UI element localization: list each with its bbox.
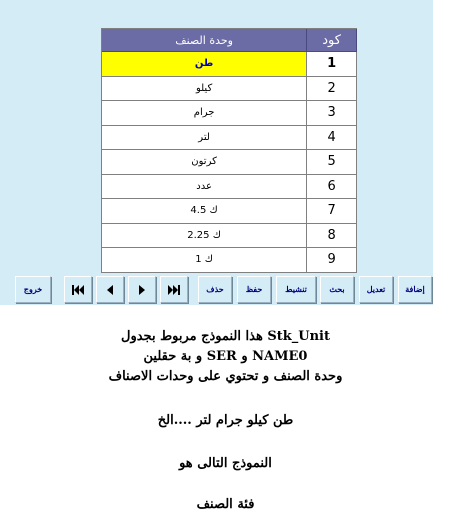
- unit-name-cell[interactable]: لتر: [102, 126, 307, 151]
- unit-name-cell[interactable]: 2.25 ك: [102, 224, 307, 249]
- add-button[interactable]: إضافة: [398, 276, 432, 303]
- last-record-icon: [167, 285, 181, 295]
- unit-code-cell[interactable]: 4: [307, 126, 357, 151]
- units-grid: [101, 28, 357, 273]
- table-row[interactable]: [102, 126, 357, 151]
- unit-code-cell[interactable]: 3: [307, 101, 357, 126]
- unit-name-cell[interactable]: طن: [102, 52, 307, 77]
- next-record-icon: [138, 285, 146, 295]
- first-record-icon: [71, 285, 85, 295]
- record-toolbar: [0, 272, 433, 302]
- table-row[interactable]: [102, 175, 357, 200]
- table-row[interactable]: [102, 199, 357, 224]
- unit-name-cell[interactable]: جرام: [102, 101, 307, 126]
- edit-button[interactable]: تعديل: [359, 276, 393, 303]
- table-row[interactable]: [102, 77, 357, 102]
- grid-header: [102, 29, 357, 52]
- unit-code-cell[interactable]: 1: [307, 52, 357, 77]
- previous-record-icon: [106, 285, 114, 295]
- unit-name-cell[interactable]: كرتون: [102, 150, 307, 175]
- unit-code-cell[interactable]: 7: [307, 199, 357, 224]
- unit-code-cell[interactable]: 5: [307, 150, 357, 175]
- description-line: هذا النموذج مربوط بجدول Stk_Unit: [121, 329, 330, 344]
- description-line: و بة حقلين SER و NAME0: [143, 349, 308, 364]
- description-line: النموذج التالى هو: [179, 456, 272, 471]
- unit-name-cell[interactable]: 1 ك: [102, 248, 307, 273]
- description-line: طن كيلو جرام لتر ....الخ: [157, 413, 294, 428]
- unit-code-cell[interactable]: 6: [307, 175, 357, 200]
- unit-name-cell[interactable]: 4.5 ك: [102, 199, 307, 224]
- save-button[interactable]: حفظ: [237, 276, 271, 303]
- exit-button[interactable]: خروج: [15, 276, 51, 303]
- table-row[interactable]: [102, 52, 357, 77]
- first-record-button[interactable]: [64, 276, 92, 303]
- table-row[interactable]: [102, 101, 357, 126]
- unit-name-cell[interactable]: كيلو: [102, 77, 307, 102]
- description-line: فئة الصنف: [196, 497, 255, 512]
- unit-code-cell[interactable]: 2: [307, 77, 357, 102]
- table-row[interactable]: [102, 150, 357, 175]
- table-row[interactable]: [102, 224, 357, 249]
- description-line: وحدة الصنف و تحتوي على وحدات الاصناف: [108, 369, 343, 384]
- refresh-button[interactable]: تنشيط: [276, 276, 316, 303]
- table-row[interactable]: [102, 248, 357, 273]
- column-header-unit-name[interactable]: وحدة الصنف: [102, 29, 307, 52]
- previous-record-button[interactable]: [96, 276, 124, 303]
- last-record-button[interactable]: [160, 276, 188, 303]
- unit-name-cell[interactable]: عدد: [102, 175, 307, 200]
- next-record-button[interactable]: [128, 276, 156, 303]
- column-header-code[interactable]: كود: [307, 29, 357, 52]
- unit-code-cell[interactable]: 8: [307, 224, 357, 249]
- unit-code-cell[interactable]: 9: [307, 248, 357, 273]
- search-button[interactable]: بحث: [320, 276, 354, 303]
- delete-button[interactable]: حذف: [198, 276, 232, 303]
